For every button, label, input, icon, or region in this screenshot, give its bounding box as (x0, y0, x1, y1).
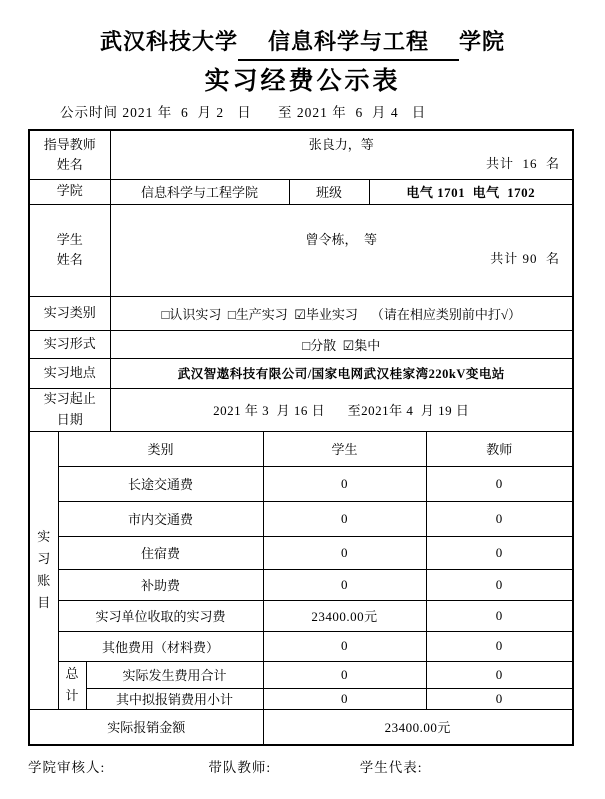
student-value-cell (110, 204, 573, 296)
student-label-cell (29, 204, 110, 296)
table-row (29, 204, 573, 296)
class-label-cell: 班级 (289, 179, 369, 204)
table-row (29, 688, 573, 709)
accounts-side-label: 实习账目 (37, 528, 51, 611)
total-teacher-value: 0 (426, 688, 573, 709)
table-row (29, 431, 573, 466)
form-option-label: 分散 (310, 337, 337, 353)
dates-value-cell: 2021 年 3 月 16 日 至2021年 4 月 19 日 (110, 388, 573, 431)
expense-student-value: 0 (263, 466, 426, 501)
expense-category: 住宿费 (58, 536, 263, 569)
type-label-cell: 实习类别 (29, 296, 110, 330)
expense-category: 长途交通费 (58, 466, 263, 501)
expense-student-value: 0 (263, 631, 426, 661)
expense-teacher-value: 0 (426, 466, 573, 501)
table-row (29, 130, 573, 179)
class-value-cell: 电气 1701 电气 1702 (369, 179, 573, 204)
page-title (0, 26, 605, 61)
type-note: （请在相应类别前中打√） (370, 306, 522, 322)
advisor-label-line2: 姓名 (56, 156, 83, 172)
advisor-names: 张良力，等 (308, 136, 374, 152)
location-label-cell: 实习地点 (29, 358, 110, 388)
form-title: 实习经费公示表 (204, 68, 401, 95)
column-header-student: 学生 (263, 431, 426, 466)
expense-student-value: 0 (263, 569, 426, 600)
dates-label-line1: 实习起止 (43, 391, 96, 407)
form-label-cell: 实习形式 (29, 330, 110, 358)
college-value-cell: 信息科学与工程学院 (110, 179, 289, 204)
table-row (29, 179, 573, 204)
expense-form-table (28, 129, 574, 746)
expense-teacher-value: 0 (426, 600, 573, 631)
lead-teacher-label: 带队教师: (208, 760, 272, 775)
type-option-label: 认识实习 (169, 306, 222, 322)
reimbursement-value-cell: 23400.00元 (263, 709, 573, 745)
table-row (29, 709, 573, 745)
table-row (29, 466, 573, 501)
expense-category: 实习单位收取的实习费 (58, 600, 263, 631)
checkbox-unchecked-icon: □ (161, 306, 170, 322)
college-suffix: 学院 (459, 29, 506, 54)
advisor-label-cell (29, 130, 110, 179)
college-name: 信息科学与工程 (267, 29, 429, 54)
table-row (29, 661, 573, 688)
table-row (29, 296, 573, 330)
table-row (29, 388, 573, 431)
checkbox-unchecked-icon: □ (302, 337, 311, 353)
signature-line (28, 756, 605, 776)
expense-category: 其他费用（材料费） (58, 631, 263, 661)
expense-category: 市内交通费 (58, 501, 263, 536)
table-row (29, 600, 573, 631)
type-value-cell (110, 296, 573, 330)
publicity-time: 公示时间 2021 年 6 月 2 日 至 2021 年 6 月 4 日 (60, 105, 427, 120)
total-side-label-cell (58, 661, 86, 709)
total-category: 实际发生费用合计 (86, 661, 263, 688)
expense-student-value: 0 (263, 501, 426, 536)
expense-student-value: 0 (263, 536, 426, 569)
university-name: 武汉科技大学 (99, 29, 238, 54)
dates-label-cell (29, 388, 110, 431)
advisor-total-count: 共计 16 名 (486, 155, 561, 171)
expense-teacher-value: 0 (426, 501, 573, 536)
college-name-blank (238, 26, 459, 61)
total-teacher-value: 0 (426, 661, 573, 688)
type-option-label: 生产实习 (235, 306, 288, 322)
dates-label-line2: 日期 (56, 411, 83, 427)
table-row (29, 569, 573, 600)
table-row (29, 631, 573, 661)
form-option-label: 集中 (354, 337, 381, 353)
expense-teacher-value: 0 (426, 569, 573, 600)
form-value-cell (110, 330, 573, 358)
table-row (29, 358, 573, 388)
accounts-side-label-cell (29, 431, 58, 709)
checkbox-checked-icon: ☑ (342, 337, 355, 353)
total-side-label: 总计 (65, 665, 79, 703)
expense-teacher-value: 0 (426, 631, 573, 661)
college-label-cell: 学院 (29, 179, 110, 204)
advisor-label-line1: 指导教师 (43, 136, 96, 152)
student-label-line2: 姓名 (56, 252, 83, 267)
location-value-cell: 武汉智遨科技有限公司/国家电网武汉桂家湾220kV变电站 (110, 358, 573, 388)
expense-category: 补助费 (58, 569, 263, 600)
checkbox-checked-icon: ☑ (294, 306, 306, 322)
total-category: 其中拟报销费用小计 (86, 688, 263, 709)
student-representative-label: 学生代表: (359, 760, 423, 775)
type-option-label: 毕业实习 (305, 306, 358, 322)
column-header-category: 类别 (58, 431, 263, 466)
advisor-value-cell (110, 130, 573, 179)
expense-student-value: 23400.00元 (263, 600, 426, 631)
total-student-value: 0 (263, 661, 426, 688)
table-row (29, 330, 573, 358)
college-reviewer-label: 学院审核人: (28, 760, 106, 775)
student-label-line1: 学生 (56, 231, 83, 247)
expense-teacher-value: 0 (426, 536, 573, 569)
reimbursement-label-cell: 实际报销金额 (29, 709, 263, 745)
student-names: 曾令栋， 等 (305, 232, 378, 247)
column-header-teacher: 教师 (426, 431, 573, 466)
student-total-count: 共计 90 名 (490, 251, 561, 266)
table-row (29, 536, 573, 569)
checkbox-unchecked-icon: □ (227, 306, 236, 322)
table-row (29, 501, 573, 536)
total-student-value: 0 (263, 688, 426, 709)
